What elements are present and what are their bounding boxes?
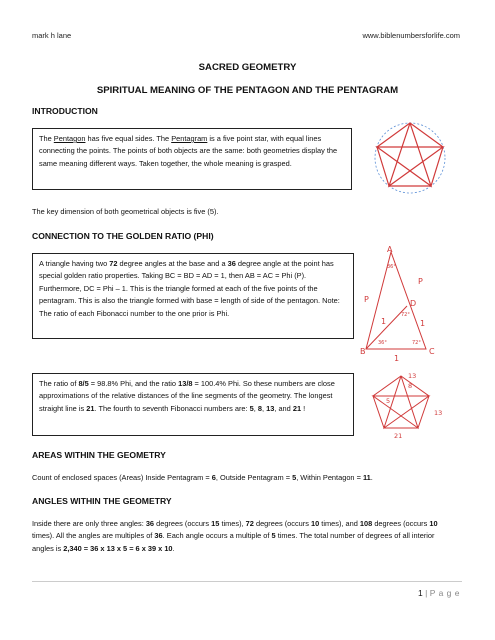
label-13-right: 13: [434, 409, 443, 417]
label-a: A: [387, 245, 393, 254]
golden-triangle-figure: [356, 244, 460, 364]
label-angle-72-d: 72°: [401, 312, 410, 318]
golden-heading: CONNECTION TO THE GOLDEN RATIO (PHI): [32, 231, 214, 241]
label-one-base: 1: [394, 354, 400, 363]
pentagon-pentagram-figure: [360, 116, 460, 198]
label-b: B: [360, 347, 366, 356]
angles-heading: ANGLES WITHIN THE GEOMETRY: [32, 496, 172, 506]
label-angle-72-c: 72°: [412, 340, 421, 346]
areas-text: Count of enclosed spaces (Areas) Inside Pentagram = 6, Outside Pentagram = 5, Within Pentagon = 11.: [32, 473, 373, 482]
golden-box-text: A triangle having two 72 degree angles at the base and a 36 degree angle at the point has special golden ratio properties. Taking BC = BD = AD = 1, then AB = AC = Phi (P). Furthermore, DC = Phi – 1. This is the triangle formed at each of the five points of the pentagram. This is also the triangle formed with base = length of side of the pentagon. Note: The ratio of each Fibonacci number to the one prior is Phi.: [39, 259, 340, 318]
fibonacci-box: [32, 373, 354, 436]
intro-heading: INTRODUCTION: [32, 106, 98, 116]
label-5: 5: [386, 397, 391, 405]
page-number: 1 | P a g e: [418, 588, 460, 598]
label-p-right: P: [418, 277, 423, 286]
label-one-mid: 1: [381, 317, 387, 326]
areas-heading: AREAS WITHIN THE GEOMETRY: [32, 450, 166, 460]
label-one-side: 1: [420, 319, 426, 328]
page-title: SACRED GEOMETRY: [198, 62, 297, 73]
angles-text: Inside there are only three angles: 36 degrees (occurs 15 times), 72 degrees (occurs 10 times), and 108 degrees (occurs 10 times). All the angles are multiples of 36. Each angle occurs a multiple of 5 times. The total number of degrees of all interior angles is 2,340 = 36 x 13 x 5 = 6 x 39 x 10.: [32, 519, 438, 553]
label-p-left: P: [364, 295, 369, 304]
label-angle-36-b: 36°: [378, 340, 387, 346]
label-13-top: 13: [408, 372, 417, 380]
page-subtitle: SPIRITUAL MEANING OF THE PENTAGON AND THE PENTAGRAM: [96, 85, 399, 96]
fibonacci-box-text: The ratio of 8/5 = 98.8% Phi, and the ratio 13/8 = 100.4% Phi. So these numbers are close approximations of the relative distances of the line segments of the geometry. The longest straight line is 21. The fourth to seventh Fibonacci numbers are: 5, 8, 13, and 21 !: [39, 379, 335, 413]
golden-box: [32, 253, 354, 339]
label-d: D: [410, 299, 417, 308]
label-c: C: [429, 347, 435, 356]
label-8: 8: [408, 382, 413, 390]
label-21: 21: [394, 432, 403, 440]
footer-divider: [32, 581, 462, 582]
pentagon-term: Pentagon: [53, 134, 86, 143]
intro-box: [32, 128, 352, 190]
intro-box-text: The Pentagon has five equal sides. The Pentagram is a five point star, with equal lines connecting the points. The points of both objects are the same: both geometries display the same meaning different ways. Taken together, the whole meaning is grasped.: [39, 134, 338, 168]
header-author: mark h lane: [32, 31, 72, 40]
pentagram-term: Pentagram: [171, 134, 208, 143]
label-angle-36-top: 36°: [387, 264, 396, 270]
intro-key-dimension: The key dimension of both geometrical objects is five (5).: [32, 207, 219, 216]
header-url[interactable]: www.biblenumbersforlife.com: [362, 31, 460, 40]
fibonacci-star-figure: [356, 370, 464, 440]
